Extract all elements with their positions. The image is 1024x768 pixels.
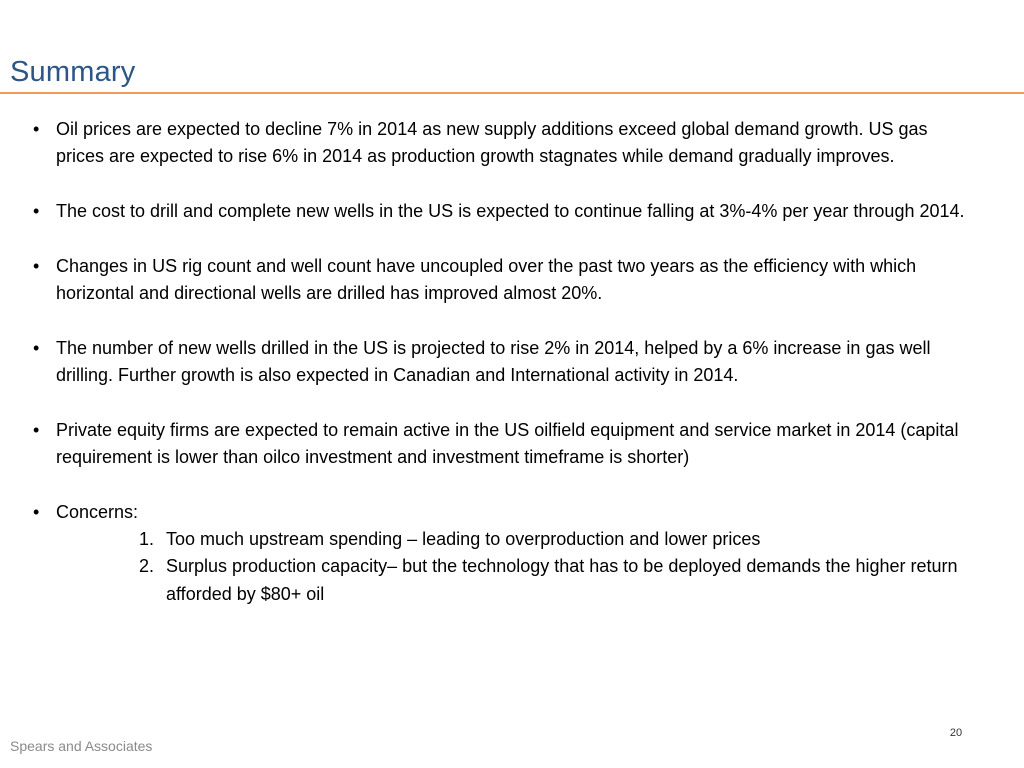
bullet-item-new-wells: [33, 335, 973, 390]
bullet-icon: •: [33, 119, 40, 139]
bullet-text: The cost to drill and complete new wells in the US is expected to continue falling at 3%-4% per year through 2014.: [56, 201, 965, 221]
bullet-text: Changes in US rig count and well count have uncoupled over the past two years as the efficiency with which horizontal and directional wells are drilled has improved almost 20%.: [56, 255, 917, 303]
bullet-item-oil-prices: [33, 116, 973, 171]
bullet-icon: •: [33, 337, 40, 358]
concern-number: 2.: [139, 556, 155, 577]
concern-text: Too much upstream spending – leading to overproduction and lower prices: [166, 529, 761, 549]
bullet-item-private-equity: [33, 417, 973, 472]
concern-item: [56, 526, 973, 553]
page-number: 20: [949, 727, 963, 739]
slide-title: Summary: [10, 56, 136, 88]
bullet-text: Private equity firms are expected to remain active in the US oilfield equipment and service market in 2014 (capital requirement is lower than oilco investment and investment timeframe is shorter): [56, 419, 959, 467]
bullet-item-well-cost: [33, 198, 973, 225]
concern-item: [56, 553, 973, 608]
bullet-icon: •: [33, 201, 40, 221]
concerns-sublist: [56, 526, 973, 608]
bullet-text: Oil prices are expected to decline 7% in 2014 as new supply additions exceed global demand growth. US gas prices are expected to rise 6% in 2014 as production growth stagnates while demand gradually improves.: [56, 119, 928, 167]
bullet-list: [33, 116, 973, 608]
bullet-icon: •: [33, 255, 40, 276]
bullet-icon: •: [33, 419, 40, 440]
title-divider: [0, 92, 1024, 94]
bullet-text: The number of new wells drilled in the US is projected to rise 2% in 2014, helped by a 6% increase in gas well drilling. Further growth is also expected in Canadian and International activity in 2014.: [56, 337, 931, 385]
concern-number: 1.: [139, 529, 155, 549]
footer-company-name: Spears and Associates: [10, 738, 153, 754]
bullet-icon: •: [33, 501, 40, 522]
concern-text: Surplus production capacity– but the technology that has to be deployed demands the higher return afforded by $80+ oil: [166, 556, 958, 604]
bullet-item-rig-count: [33, 253, 973, 308]
bullet-item-concerns: [33, 499, 973, 609]
bullet-text: Concerns:: [56, 501, 139, 522]
